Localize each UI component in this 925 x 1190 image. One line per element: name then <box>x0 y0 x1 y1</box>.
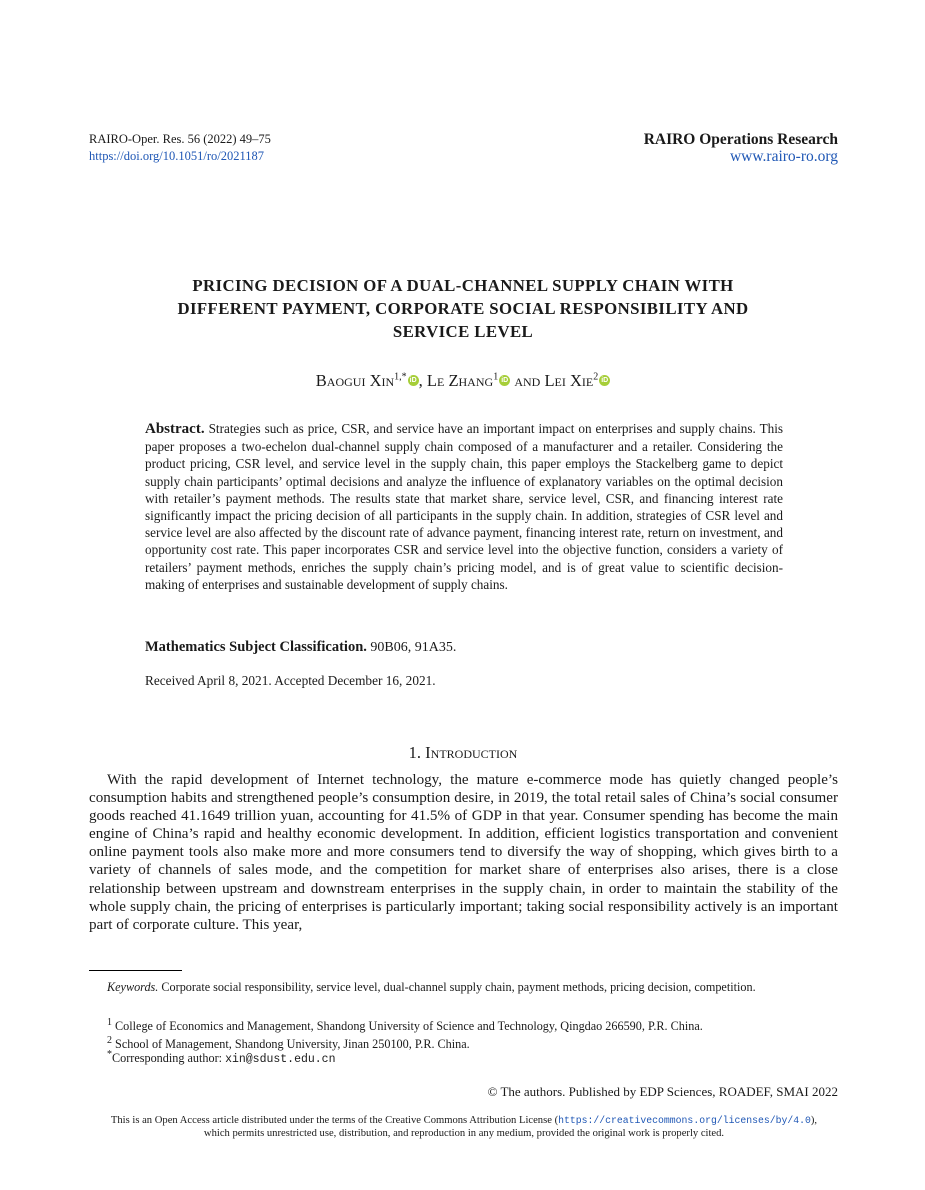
abstract-text: Strategies such as price, CSR, and service have an important impact on enterprises and supply chains. This paper proposes a two-echelon dual-channel supply chain composed of a manufacturer and a retailer. Considering the product pricing, CSR level, and service level in the supply chain, this paper employs the Stackelberg game to depict supply chain participants’ optimal decisions and analyze the influence of explanatory variables on the optimal decision with retailer’s payment methods. The results state that market share, service level, CSR, and financing interest rate significantly impact the pricing decision of all participants in the supply chain. In addition, strategies of CSR level and service level are also affected by the discount rate of advance payment, financing interest rate, return on investment, and opportunity cost rate. This paper incorporates CSR and service level into the objective function, considers a variety of retailers’ payment methods, enriches the supply chain’s pricing model, and is of great value to scientific decision-making of enterprises and sustainable development of supply chains. <box>145 421 784 592</box>
journal-website-link[interactable]: www.rairo-ro.org <box>729 148 838 165</box>
license-text-end: ), <box>810 1115 818 1126</box>
affiliation-number: 2 <box>107 1035 112 1046</box>
msc-label: Mathematics Subject Classification. <box>145 639 367 655</box>
author-separator: and <box>510 371 545 390</box>
journal-name: RAIRO Operations Research <box>643 131 838 148</box>
corresponding-label: Corresponding author: <box>112 1051 226 1066</box>
corresponding-author-footnote <box>107 1048 838 1067</box>
author-list <box>89 371 837 391</box>
affiliation-text: College of Economics and Management, Shandong University of Science and Technology, Qingdao 266590, P.R. China. <box>115 1019 703 1034</box>
corresponding-email[interactable]: xin@sdust.edu.cn <box>225 1053 336 1067</box>
affiliation-marker: 2 <box>593 371 599 383</box>
keywords-footnote <box>107 980 838 994</box>
title-line: SERVICE LEVEL <box>392 322 534 341</box>
keywords-text: Corporate social responsibility, service level, dual-channel supply chain, payment methods, pricing decision, competition. <box>161 980 756 994</box>
section-number: 1. <box>408 743 422 762</box>
keywords-label: Keywords. <box>107 980 159 994</box>
running-header-right <box>644 131 838 165</box>
author-name: Lei Xie <box>544 371 594 390</box>
license-text: This is an Open Access article distributed under the terms of the Creative Commons Attribution License ( <box>110 1115 559 1126</box>
author-separator: , <box>418 371 427 390</box>
copyright-notice: © The authors. Published by EDP Sciences, ROADEF, SMAI 2022 <box>487 1084 838 1099</box>
license-link[interactable]: https://creativecommons.org/licenses/by/4.0 <box>558 1115 811 1126</box>
title-line: DIFFERENT PAYMENT, CORPORATE SOCIAL RESPONSIBILITY AND <box>177 299 749 318</box>
section-heading <box>89 743 837 763</box>
affiliation-marker: 1,* <box>394 371 407 383</box>
paper-title <box>89 274 837 343</box>
affiliation-marker: 1 <box>493 371 499 383</box>
abstract-label: Abstract. <box>145 421 205 437</box>
subject-classification <box>145 639 783 656</box>
footnote-divider <box>89 970 182 971</box>
affiliation-footnote <box>107 1016 838 1033</box>
license-text-line2: which permits unrestricted use, distribution, and reproduction in any medium, provided the original work is properly cited. <box>203 1128 725 1139</box>
license-statement <box>89 1114 839 1140</box>
running-header-left <box>89 131 271 165</box>
author-name: Baogui Xin <box>315 371 395 390</box>
author-name: Le Zhang <box>426 371 494 390</box>
orcid-icon[interactable]: iD <box>501 377 509 384</box>
journal-citation: RAIRO-Oper. Res. 56 (2022) 49–75 <box>89 132 271 146</box>
title-line: PRICING DECISION OF A DUAL-CHANNEL SUPPLY CHAIN WITH <box>192 276 734 295</box>
received-dates: Received April 8, 2021. Accepted December 16, 2021. <box>145 673 436 688</box>
affiliation-text: School of Management, Shandong University, Jinan 250100, P.R. China. <box>115 1037 470 1052</box>
orcid-icon[interactable]: iD <box>409 377 417 384</box>
affiliation-number: 1 <box>107 1017 112 1028</box>
orcid-icon[interactable]: iD <box>601 377 609 384</box>
introduction-paragraph: With the rapid development of Internet technology, the mature e-commerce mode has quietly changed people’s consumption habits and strengthened people’s consumption desire, in 2019, the total retail sales of China’s social consumer goods reached 41.1649 trillion yuan, accounting for 41.5% of GDP in that year. Consumer spending has become the main engine of China’s rapid and healthy economic development. In addition, efficient logistics transportation and convenient online payment tools also make more and more consumers tend to diversify the way of shopping, which gives birth to a variety of channels of sales mode, and the competition for market share of enterprises also arises, there is a close relationship between upstream and downstream enterprises in the supply chain, in order to maintain the stability of the whole supply chain, the pricing of enterprises is particularly important; taking social responsibility actively is an important part of corporate culture. This year, <box>89 772 838 933</box>
msc-value: 90B06, 91A35. <box>370 640 457 655</box>
corresponding-mark: * <box>107 1049 112 1060</box>
section-title: Introduction <box>425 743 518 762</box>
abstract <box>145 420 783 593</box>
doi-link[interactable]: https://doi.org/10.1051/ro/2021187 <box>89 149 265 163</box>
